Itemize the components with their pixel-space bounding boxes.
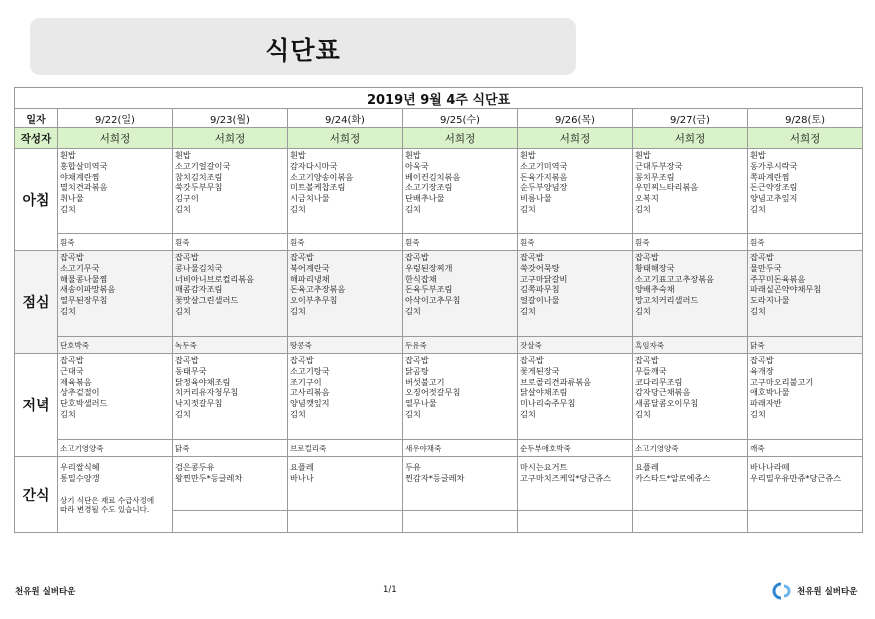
- menu-item: 조기구이: [290, 376, 322, 387]
- menu-item: 닭정육야채조림: [175, 376, 231, 387]
- menu-item: 새콤달콤오이무침: [635, 398, 699, 409]
- menu-item: 브로콜리견과류볶음: [520, 376, 592, 387]
- meal-row: [15, 354, 863, 440]
- menu-item: 동태무국: [175, 365, 207, 376]
- menu-item: 황태해장국: [635, 262, 675, 273]
- menu-item: 매콤감자조림: [175, 284, 223, 295]
- menu-cell: [748, 149, 863, 234]
- menu-cell: [748, 354, 863, 440]
- meal-label: 저녁: [15, 354, 58, 457]
- menu-item: 소고기양송이볶음: [290, 171, 354, 182]
- menu-item: 쑥갓두부무침: [175, 182, 223, 193]
- menu-item: 상추겉절이: [60, 387, 100, 398]
- menu-cell: [58, 251, 173, 337]
- menu-item: 소고기탕국: [290, 365, 330, 376]
- side-porridge: 흰죽: [748, 234, 863, 251]
- footer-logo: [772, 582, 857, 600]
- menu-item: 야채계란찜: [60, 171, 100, 182]
- snack-cell: [58, 457, 173, 533]
- empty-cell: [403, 511, 518, 533]
- day-writer: 서희정: [518, 128, 633, 149]
- side-porridge: 흰죽: [403, 234, 518, 251]
- menu-item: 돈육고추장볶음: [290, 284, 346, 295]
- menu-item: 흰밥: [405, 150, 421, 160]
- day-writer: 서희정: [58, 128, 173, 149]
- side-porridge: 소고기영양죽: [58, 440, 173, 457]
- menu-item: 김치: [750, 408, 766, 419]
- menu-item: 김치: [405, 203, 421, 214]
- menu-item: 멸치견과볶음: [60, 182, 108, 193]
- menu-item: 잡곡밥: [60, 252, 84, 262]
- menu-item: 오이부추무침: [290, 295, 338, 306]
- menu-item: 돈근약장조림: [750, 182, 798, 193]
- menu-item: 버섯불고기: [405, 376, 445, 387]
- side-porridge: 땅콩죽: [288, 337, 403, 354]
- menu-item: 김치: [405, 408, 421, 419]
- menu-item: 잡곡밥: [405, 252, 429, 262]
- side-porridge: 새우야채죽: [403, 440, 518, 457]
- menu-item: 감자다시마국: [290, 160, 338, 171]
- menu-item: 잡곡밥: [750, 252, 774, 262]
- menu-item: 흰밥: [750, 150, 766, 160]
- meal-label: 아침: [15, 149, 58, 251]
- day-writer: 서희정: [748, 128, 863, 149]
- menu-item: 김치: [175, 408, 191, 419]
- menu-cell: [288, 251, 403, 337]
- menu-item: 잡곡밥: [750, 355, 774, 365]
- menu-item: 김치: [290, 408, 306, 419]
- menu-item: 새송이파망볶음: [60, 284, 116, 295]
- date-label: 일자: [15, 109, 58, 128]
- menu-item: 흰밥: [290, 150, 306, 160]
- menu-item: 콩나물김치국: [175, 262, 223, 273]
- menu-cell: [633, 354, 748, 440]
- menu-cell: [58, 149, 173, 234]
- empty-cell: [748, 511, 863, 533]
- empty-cell: [633, 511, 748, 533]
- side-porridge: 흰죽: [633, 234, 748, 251]
- menu-item: 얼갈이나물: [520, 295, 560, 306]
- menu-item: 잡곡밥: [405, 355, 429, 365]
- snack-cell: [518, 457, 633, 511]
- snack-item: 통밀수양갱: [60, 472, 100, 483]
- day-date: 9/22(일): [58, 109, 173, 128]
- menu-cell: [518, 149, 633, 234]
- menu-item: 김치: [635, 408, 651, 419]
- menu-cell: [403, 251, 518, 337]
- writer-label: 작성자: [15, 128, 58, 149]
- menu-item: 잡곡밥: [60, 355, 84, 365]
- menu-item: 잡곡밥: [290, 355, 314, 365]
- snack-cell: [288, 457, 403, 511]
- menu-item: 시금치나물: [290, 193, 330, 204]
- side-porridge: 닭죽: [748, 337, 863, 354]
- menu-item: 흰밥: [175, 150, 191, 160]
- menu-item: 흰밥: [520, 150, 536, 160]
- logo-label: 천유원 실버타운: [797, 587, 858, 597]
- menu-item: 돈육두부조림: [405, 284, 453, 295]
- menu-item: 양념깻잎지: [290, 398, 330, 409]
- empty-cell: [518, 511, 633, 533]
- snack-label: 간식: [15, 457, 58, 533]
- menu-item: 아욱국: [405, 160, 429, 171]
- menu-item: 잡곡밥: [635, 355, 659, 365]
- meal-label: 점심: [15, 251, 58, 354]
- menu-item: 김치: [60, 408, 76, 419]
- snack-item: 바나나: [290, 472, 314, 483]
- menu-cell: [288, 149, 403, 234]
- menu-item: 참치김치조림: [175, 171, 223, 182]
- side-porridge: 흰죽: [173, 234, 288, 251]
- day-date: 9/24(화): [288, 109, 403, 128]
- menu-item: 김치: [290, 305, 306, 316]
- side-porridge: 순두부애호박죽: [518, 440, 633, 457]
- menu-item: 양배추숙채: [635, 284, 675, 295]
- menu-item: 홍합살미역국: [60, 160, 108, 171]
- page-title: 식단표: [265, 36, 341, 65]
- menu-item: 애호박나물: [750, 387, 790, 398]
- side-porridge: 닭죽: [173, 440, 288, 457]
- menu-item: 열무나물: [405, 398, 437, 409]
- menu-cell: [403, 149, 518, 234]
- menu-item: 북어계란국: [290, 262, 330, 273]
- menu-item: 오징어젓갈무침: [405, 387, 461, 398]
- side-porridge: 단호박죽: [58, 337, 173, 354]
- snack-row: [15, 457, 863, 511]
- menu-item: 너비아니브로컬리볶음: [175, 273, 255, 284]
- menu-item: 꽃맛살그린샐러드: [175, 295, 239, 306]
- menu-item: 잡곡밥: [290, 252, 314, 262]
- snack-item: 고구마치즈케잌*당근쥬스: [520, 472, 612, 483]
- side-porridge: 흰죽: [58, 234, 173, 251]
- day-date: 9/27(금): [633, 109, 748, 128]
- menu-item: 김구이: [175, 193, 199, 204]
- menu-item: 한식잡채: [405, 273, 437, 284]
- menu-item: 김치: [750, 305, 766, 316]
- menu-cell: [58, 354, 173, 440]
- table-caption: 2019년 9월 4주 식단표: [15, 88, 863, 109]
- menu-item: 소고기장조림: [405, 182, 453, 193]
- menu-item: 제육볶음: [60, 376, 92, 387]
- menu-item: 우렁된장찌개: [405, 262, 453, 273]
- menu-item: 베이컨김치볶음: [405, 171, 461, 182]
- menu-item: 꽃게된장국: [520, 365, 560, 376]
- side-porridge: 흰죽: [518, 234, 633, 251]
- menu-item: 양념고추잎지: [750, 193, 798, 204]
- menu-item: 김치: [635, 203, 651, 214]
- menu-cell: [288, 354, 403, 440]
- page-number: 1/1: [383, 585, 397, 595]
- menu-cell: [518, 251, 633, 337]
- snack-item: 왕찐만두*등글레차: [175, 472, 243, 483]
- snack-item: 우리밀우유만쥬*당근쥬스: [750, 472, 842, 483]
- snack-item: 카스타드*알로에쥬스: [635, 472, 711, 483]
- menu-item: 김치: [290, 203, 306, 214]
- snack-item: 우리쌀식혜: [60, 462, 100, 472]
- day-date: 9/28(토): [748, 109, 863, 128]
- menu-item: 돈육가지볶음: [520, 171, 568, 182]
- menu-item: 미트볼케찹조림: [290, 182, 346, 193]
- menu-item: 김치: [175, 203, 191, 214]
- snack-item: 두유: [405, 462, 421, 472]
- menu-item: 고사리볶음: [290, 387, 330, 398]
- day-date: 9/23(월): [173, 109, 288, 128]
- menu-cell: [173, 251, 288, 337]
- menu-item: 파래실곤약야채무침: [750, 284, 822, 295]
- snack-item: 검은콩두유: [175, 462, 215, 472]
- menu-item: 김치: [635, 305, 651, 316]
- side-porridge: 흑임자죽: [633, 337, 748, 354]
- menu-item: 아삭이고추무침: [405, 295, 461, 306]
- menu-item: 오복지: [635, 193, 659, 204]
- menu-item: 김치: [60, 305, 76, 316]
- menu-cell: [633, 251, 748, 337]
- day-writer: 서희정: [173, 128, 288, 149]
- menu-item: 순두부양념장: [520, 182, 568, 193]
- title-box: [30, 18, 576, 75]
- menu-item: 망고치커리샐러드: [635, 295, 699, 306]
- menu-item: 김치: [520, 408, 536, 419]
- menu-item: 잡곡밥: [520, 355, 544, 365]
- side-porridge: 깨죽: [748, 440, 863, 457]
- snack-item: 바나나라떼: [750, 462, 790, 472]
- menu-item: 잡곡밥: [175, 355, 199, 365]
- snack-cell: [633, 457, 748, 511]
- day-writer: 서희정: [633, 128, 748, 149]
- menu-cell: [173, 149, 288, 234]
- snack-cell: [173, 457, 288, 511]
- menu-item: 코다리무조림: [635, 376, 683, 387]
- menu-item: 닭곰탕: [405, 365, 429, 376]
- menu-item: 소고기무국: [60, 262, 100, 273]
- menu-item: 잡곡밥: [635, 252, 659, 262]
- menu-item: 도라지나물: [750, 295, 790, 306]
- menu-item: 쑥갓어묵탕: [520, 262, 560, 273]
- menu-item: 흰밥: [60, 150, 76, 160]
- menu-item: 쪽파계란찜: [750, 171, 790, 182]
- menu-item: 꽁치무조림: [635, 171, 675, 182]
- menu-item: 근대두부장국: [635, 160, 683, 171]
- menu-item: 단호박샐러드: [60, 398, 108, 409]
- day-writer: 서희정: [288, 128, 403, 149]
- table-caption-row: [15, 88, 863, 109]
- menu-item: 열무된장무침: [60, 295, 108, 306]
- menu-item: 잡곡밥: [175, 252, 199, 262]
- snack-cell: [403, 457, 518, 511]
- menu-item: 미나리숙주무침: [520, 398, 576, 409]
- side-row: [15, 440, 863, 457]
- menu-item: 흰밥: [635, 150, 651, 160]
- menu-table: [14, 87, 863, 533]
- menu-item: 소고기얼갈이국: [175, 160, 231, 171]
- menu-item: 무들깨국: [635, 365, 667, 376]
- menu-item: 김치: [405, 305, 421, 316]
- menu-item: 김치: [750, 203, 766, 214]
- meal-row: [15, 251, 863, 337]
- snack-item: 마시는요거트: [520, 462, 568, 472]
- silver-town-logo-icon: [772, 582, 794, 600]
- menu-item: 잡곡밥: [520, 252, 544, 262]
- menu-item: 김치: [520, 203, 536, 214]
- side-row: [15, 234, 863, 251]
- menu-item: 해파리냉채: [290, 273, 330, 284]
- snack-item: 요플레: [290, 462, 314, 472]
- menu-item: 근대국: [60, 365, 84, 376]
- menu-item: 우민찌느타리볶음: [635, 182, 699, 193]
- menu-cell: [173, 354, 288, 440]
- menu-item: 단배추나물: [405, 193, 445, 204]
- menu-item: 소고기미역국: [520, 160, 568, 171]
- menu-cell: [403, 354, 518, 440]
- menu-item: 치커리유자청무침: [175, 387, 239, 398]
- menu-cell: [748, 251, 863, 337]
- side-row: [15, 337, 863, 354]
- menu-cell: [633, 149, 748, 234]
- menu-item: 육개장: [750, 365, 774, 376]
- menu-item: 낙지젓갈무침: [175, 398, 223, 409]
- menu-item: 소고기표고고추장볶음: [635, 273, 715, 284]
- snack-cell: [748, 457, 863, 511]
- menu-item: 김치: [520, 305, 536, 316]
- side-porridge: 녹두죽: [173, 337, 288, 354]
- snack-item: 요플레: [635, 462, 659, 472]
- menu-item: 감자당근채볶음: [635, 387, 691, 398]
- menu-cell: [518, 354, 633, 440]
- menu-item: 물만두국: [750, 262, 782, 273]
- day-date: 9/26(목): [518, 109, 633, 128]
- menu-item: 비름나물: [520, 193, 552, 204]
- menu-item: 해물콩나물찜: [60, 273, 108, 284]
- menu-item: 취나물: [60, 193, 84, 204]
- menu-item: 닭살야채조림: [520, 387, 568, 398]
- snack-item: 찐감자*등글레차: [405, 472, 465, 483]
- menu-item: 김치: [60, 203, 76, 214]
- empty-cell: [288, 511, 403, 533]
- writers-row: [15, 128, 863, 149]
- side-porridge: 잣살죽: [518, 337, 633, 354]
- side-porridge: 소고기영양죽: [633, 440, 748, 457]
- menu-item: 김쪽파무침: [520, 284, 560, 295]
- side-porridge: 브로컬리죽: [288, 440, 403, 457]
- menu-item: 주꾸미돈육볶음: [750, 273, 806, 284]
- empty-cell: [173, 511, 288, 533]
- menu-item: 파래자반: [750, 398, 782, 409]
- day-date: 9/25(수): [403, 109, 518, 128]
- menu-item: 김치: [175, 305, 191, 316]
- side-porridge: 흰죽: [288, 234, 403, 251]
- day-writer: 서희정: [403, 128, 518, 149]
- menu-item: 고구마닭갈비: [520, 273, 568, 284]
- meal-row: [15, 149, 863, 234]
- menu-change-note: 상기 식단은 재료 수급사정에 따라 변경될 수도 있습니다.: [60, 495, 155, 515]
- dates-row: [15, 109, 863, 128]
- footer-org-name: 천유원 실버타운: [15, 587, 76, 597]
- menu-item: 동가루시락국: [750, 160, 798, 171]
- menu-item: 고구마오리불고기: [750, 376, 814, 387]
- side-porridge: 두유죽: [403, 337, 518, 354]
